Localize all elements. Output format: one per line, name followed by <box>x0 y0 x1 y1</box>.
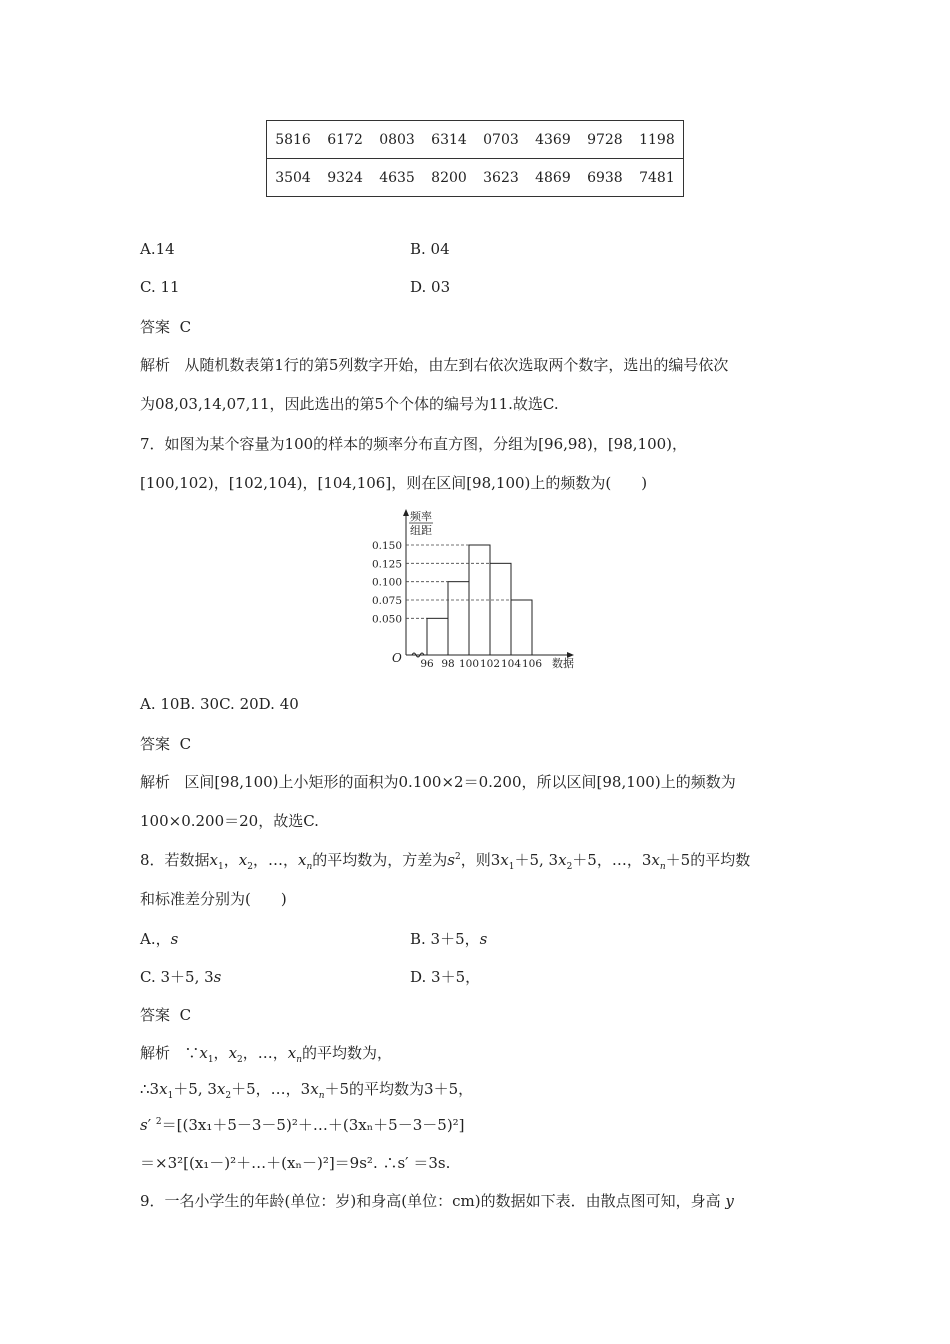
q6-option-c: C. 11 <box>140 278 180 296</box>
explanation-text: ＝[(3x₁＋5－3－5)²＋…＋(3xₙ＋5－3－5)²] <box>161 1116 465 1134</box>
x-tick-label: 96 <box>420 658 434 670</box>
q8-stem-part: 的平均数 <box>690 851 751 869</box>
table-cell: 8200 <box>423 159 475 197</box>
q8-explanation-line-1: 解析 $\because x_1$，$x_2$，…，$x_n$的平均数为， <box>140 1044 393 1065</box>
option-text: C. 3＋5, 3 <box>140 968 214 986</box>
y-tick-label: 0.125 <box>371 558 402 571</box>
table-cell: 0703 <box>483 131 519 148</box>
q8-stem-part: 的平均数为，方差为 <box>312 851 448 869</box>
histogram-bar <box>490 563 511 655</box>
q8-option-c: C. 3＋5, 3s <box>140 968 222 986</box>
q8-explanation-line-2: $\therefore 3x_1+5$, $3x_2+5$，…，$3x_n+5$的平均数为3＋5， <box>140 1080 474 1101</box>
y-axis-label-bottom: 组距 <box>410 524 432 537</box>
table-cell: 4869 <box>527 159 579 197</box>
q8-stem-line-1: 8．若数据$x_1$，$x_2$，…，$x_n$的平均数为，方差为$s^2$，则$3x_1+5$, $3x_2+5$，…，$3x_n+5$的平均数 <box>140 851 751 872</box>
q8-option-d: D. 3＋5， <box>410 968 481 986</box>
table-cell: 1198 <box>639 131 675 148</box>
table-cell: 3504 <box>267 159 320 197</box>
table-cell: 7481 <box>631 159 684 197</box>
table-cell: 0803 <box>379 131 415 148</box>
q6-option-a: A.14 <box>140 240 175 258</box>
table-row <box>267 121 684 159</box>
option-text: A.， <box>140 930 171 948</box>
q7-explanation-line-2: 100×0.200＝20，故选C. <box>140 812 319 830</box>
table-cell: 4635 <box>371 159 423 197</box>
q7-stem-line-2: [100,102)，[102,104)，[104,106]，则在区间[98,100)上的频数为( ) <box>140 474 648 492</box>
answer-label: 答案 <box>140 1006 171 1024</box>
x-tick-label: 98 <box>441 658 455 670</box>
q6-option-d: D. 03 <box>410 278 451 296</box>
frequency-histogram <box>360 505 590 675</box>
q8-stem-part: ，则 <box>460 851 491 869</box>
explanation-label: 解析 <box>140 773 171 791</box>
y-axis-arrow <box>403 509 409 516</box>
explanation-text: 从随机数表第1行的第5列数字开始，由左到右依次选取两个数字，选出的编号依次 <box>184 356 729 374</box>
table-cell: 6314 <box>431 131 467 148</box>
histogram-bar <box>448 582 469 655</box>
q7-answer <box>140 733 191 754</box>
q8-stem-part: 8．若数据 <box>140 851 210 869</box>
explanation-text: ∴3 <box>140 1080 160 1098</box>
answer-value: C <box>179 318 192 336</box>
table-cell: 6172 <box>327 131 363 148</box>
table-cell: 6938 <box>579 159 631 197</box>
explanation-label: 解析 <box>140 356 171 374</box>
x-tick-label: 104 <box>500 658 522 670</box>
y-tick-label: 0.100 <box>371 576 402 589</box>
answer-label: 答案 <box>140 735 171 753</box>
table-cell: 9324 <box>319 159 371 197</box>
q9-stem-text: 9．一名小学生的年龄(单位：岁)和身高(单位：cm)的数据如下表．由散点图可知，身高 <box>140 1192 721 1210</box>
table-cell: 9728 <box>587 131 623 148</box>
table-row <box>267 159 684 197</box>
q7-explanation-line-1 <box>140 771 736 792</box>
table-cell: 3623 <box>475 159 527 197</box>
q6-explanation-line-1 <box>140 354 728 375</box>
explanation-text: ∵ <box>184 1044 200 1062</box>
explanation-text: 的平均数为， <box>302 1044 393 1062</box>
origin-label: O <box>392 651 402 665</box>
q8-option-b: B. 3＋5，s <box>410 930 488 948</box>
q6-option-b: B. 04 <box>410 240 450 258</box>
explanation-text: 区间[98,100)上小矩形的面积为0.100×2＝0.200，所以区间[98,100)上的频数为 <box>184 773 736 791</box>
x-tick-label: 106 <box>521 658 543 670</box>
explanation-text: 的平均数为3＋5， <box>349 1080 474 1098</box>
y-tick-label: 0.050 <box>371 613 402 626</box>
y-tick-label: 0.075 <box>371 595 402 607</box>
q8-explanation-line-3: s′ $^2$＝[(3x₁＋5－3－5)²＋…＋(3xₙ＋5－3－5)²] <box>140 1116 465 1134</box>
random-number-table <box>266 120 684 197</box>
q8-answer <box>140 1004 191 1025</box>
x-axis-label: 数据 <box>552 657 574 670</box>
q7-options: A. 10B. 30C. 20D. 40 <box>140 695 299 713</box>
q6-explanation-line-2: 为08,03,14,07,11，因此选出的第5个个体的编号为11.故选C. <box>140 395 559 413</box>
q8-stem-line-2: 和标准差分别为( ) <box>140 890 287 908</box>
q9-stem: 9．一名小学生的年龄(单位：岁)和身高(单位：cm)的数据如下表．由散点图可知，身高 y <box>140 1192 734 1210</box>
q8-option-a: A.，s <box>140 930 179 948</box>
x-tick-label: 102 <box>479 658 501 670</box>
answer-value: C <box>179 735 192 753</box>
answer-label: 答案 <box>140 318 171 336</box>
q7-stem-line-1: 7．如图为某个容量为100的样本的频率分布直方图，分组为[96,98)，[98,100)， <box>140 435 688 453</box>
explanation-label: 解析 <box>140 1044 171 1062</box>
histogram-bar <box>427 618 448 655</box>
histogram-bar <box>511 600 532 655</box>
q6-answer <box>140 316 191 337</box>
y-axis-label-top: 频率 <box>410 510 432 523</box>
table-cell: 5816 <box>275 131 311 148</box>
table-cell: 4369 <box>535 131 571 148</box>
option-text: B. 3＋5， <box>410 930 480 948</box>
q8-explanation-line-4: ＝×3²[(x₁－)²＋…＋(xₙ－)²]＝9s². ∴s′ ＝3s. <box>140 1154 451 1172</box>
y-tick-label: 0.150 <box>371 540 402 552</box>
x-tick-label: 100 <box>458 658 480 670</box>
answer-value: C <box>179 1006 192 1024</box>
